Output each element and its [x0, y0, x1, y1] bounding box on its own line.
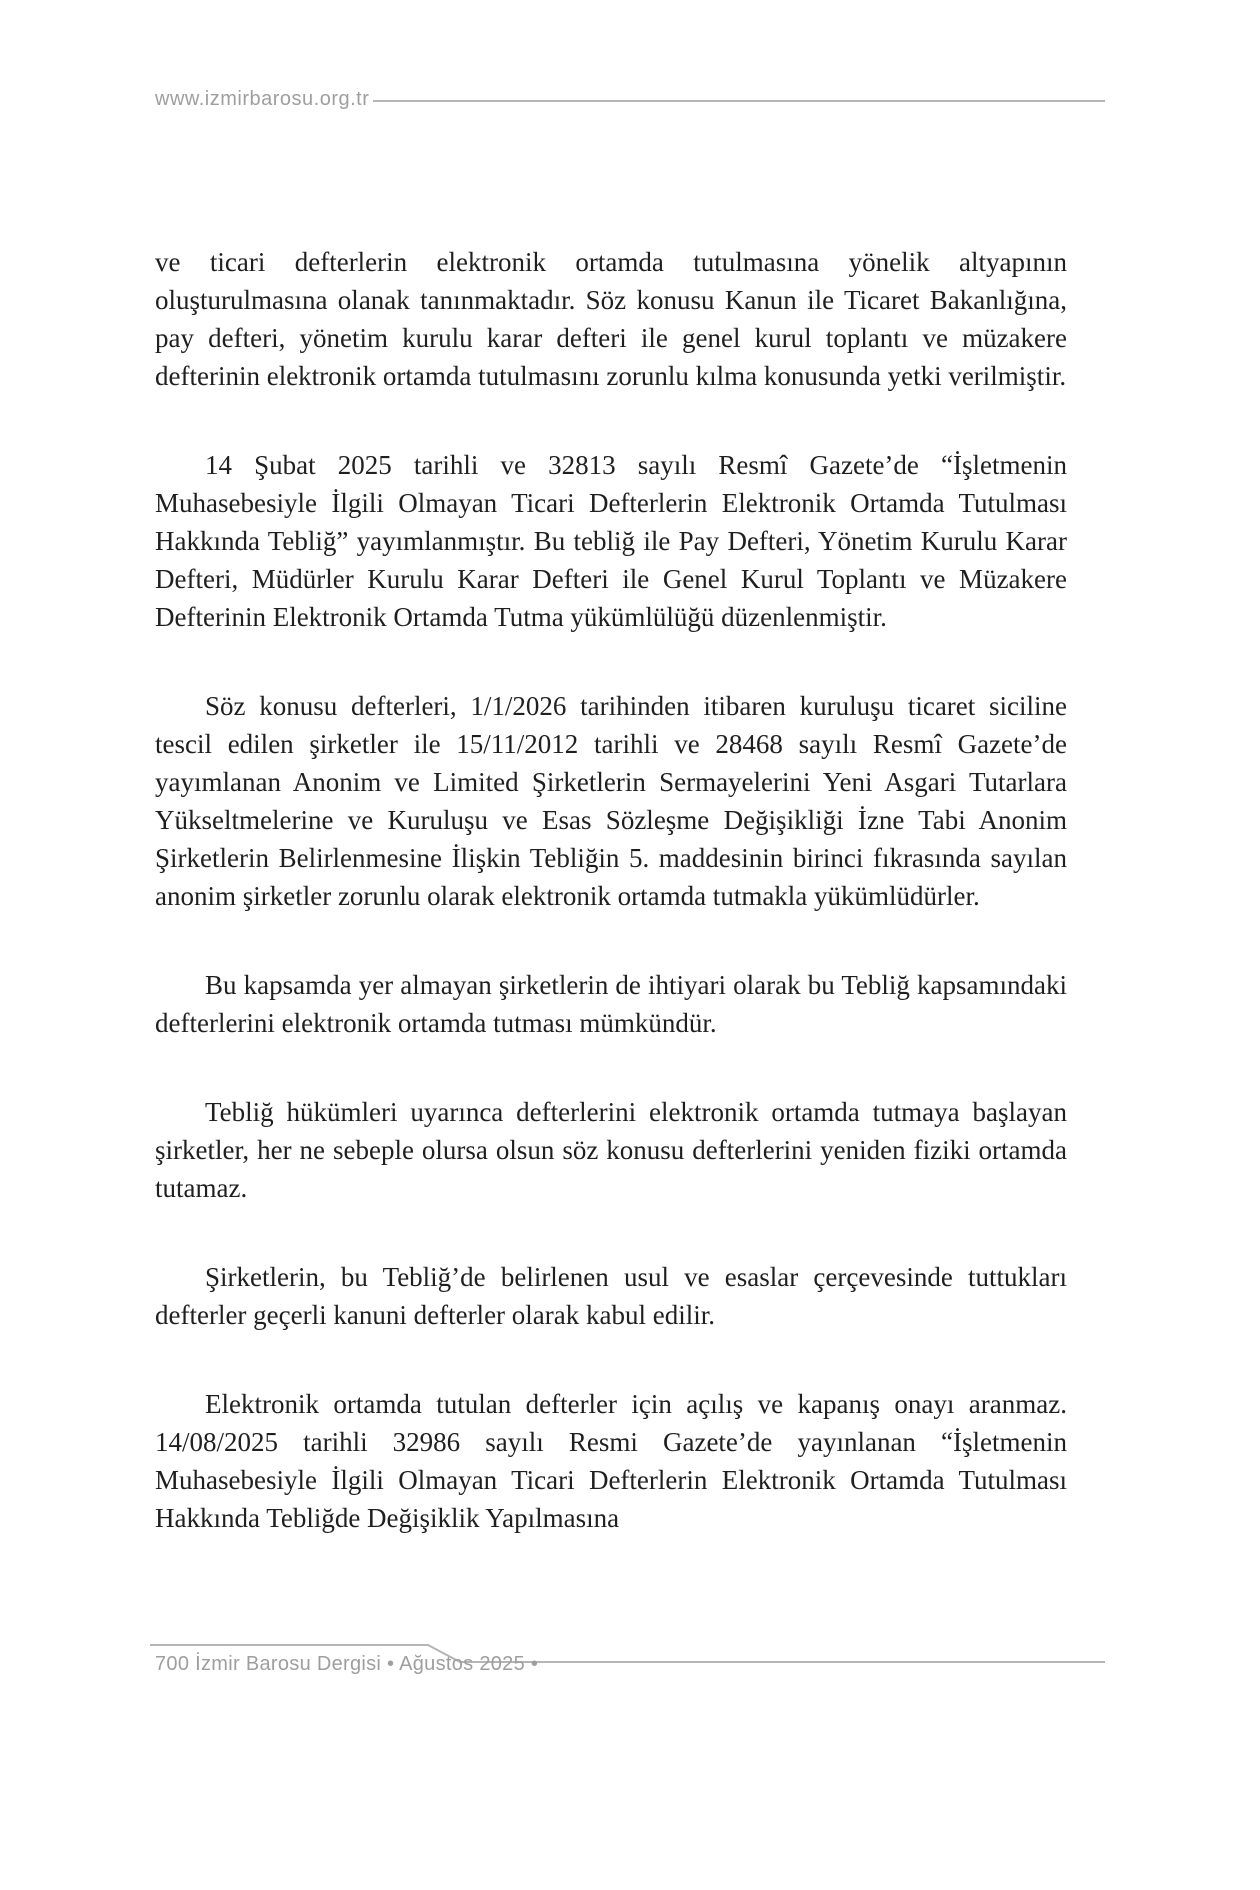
page-footer: [150, 1642, 1105, 1688]
header-website-url: www.izmirbarosu.org.tr: [155, 88, 370, 110]
header-rule: [373, 100, 1105, 102]
paragraph: Söz konusu defterleri, 1/1/2026 tarihinden itibaren kuruluşu ticaret siciline tescil edilen şirketler ile 15/11/2012 tarihli ve 28468 sayılı Resmî Gazete’de yayımlanan Anonim ve Limited Şirketlerin Sermayelerini Yeni Asgari Tutarlara Yükseltmelerine ve Kuruluşu ve Esas Sözleşme Değişikliği İzne Tabi Anonim Şirketlerin Belirlenmesine İlişkin Tebliğin 5. maddesinin birinci fıkrasında sayılan anonim şirketler zorunlu olarak elektronik ortamda tutmakla yükümlüdürler.: [155, 691, 1067, 911]
paragraph: Bu kapsamda yer almayan şirketlerin de ihtiyari olarak bu Tebliğ kapsamındaki defterlerini elektronik ortamda tutması mümkündür.: [155, 970, 1067, 1038]
paragraph: ve ticari defterlerin elektronik ortamda tutulmasına yönelik altyapının oluşturulmasına olanak tanınmaktadır. Söz konusu Kanun ile Ticaret Bakanlığına, pay defteri, yönetim kurulu karar defteri ile genel kurul toplantı ve müzakere defterinin elektronik ortamda tutulmasını zorunlu kılma konusunda yetki verilmiştir.: [155, 247, 1067, 391]
page-header: [155, 88, 1105, 111]
paragraph: Şirketlerin, bu Tebliğ’de belirlenen usul ve esaslar çerçevesinde tuttukları defterler geçerli kanuni defterler olarak kabul edilir.: [155, 1262, 1067, 1330]
page-body: [155, 243, 1067, 1588]
paragraph: Elektronik ortamda tutulan defterler için açılış ve kapanış onayı aranmaz. 14/08/2025 tarihli 32986 sayılı Resmi Gazete’de yayınlanan “İşletmenin Muhasebesiyle İlgili Olmayan Ticari Defterlerin Elektronik Ortamda Tutulması Hakkında Tebliğde Değişiklik Yapılmasına: [155, 1389, 1067, 1533]
paragraph: 14 Şubat 2025 tarihli ve 32813 sayılı Resmî Gazete’de “İşletmenin Muhasebesiyle İlgili Olmayan Ticari Defterlerin Elektronik Ortamda Tutulması Hakkında Tebliğ” yayımlanmıştır. Bu tebliğ ile Pay Defteri, Yönetim Kurulu Karar Defteri, Müdürler Kurulu Karar Defteri ile Genel Kurul Toplantı ve Müzakere Defterinin Elektronik Ortamda Tutma yükümlülüğü düzenlenmiştir.: [155, 450, 1067, 632]
footer-page-number: 700: [155, 1653, 190, 1675]
paragraph: Tebliğ hükümleri uyarınca defterlerini elektronik ortamda tutmaya başlayan şirketler, her ne sebeple olursa olsun söz konusu defterlerini yeniden fiziki ortamda tutamaz.: [155, 1097, 1067, 1203]
footer-text: [155, 1653, 538, 1676]
footer-journal-title: İzmir Barosu Dergisi • Ağustos 2025 •: [195, 1653, 539, 1675]
